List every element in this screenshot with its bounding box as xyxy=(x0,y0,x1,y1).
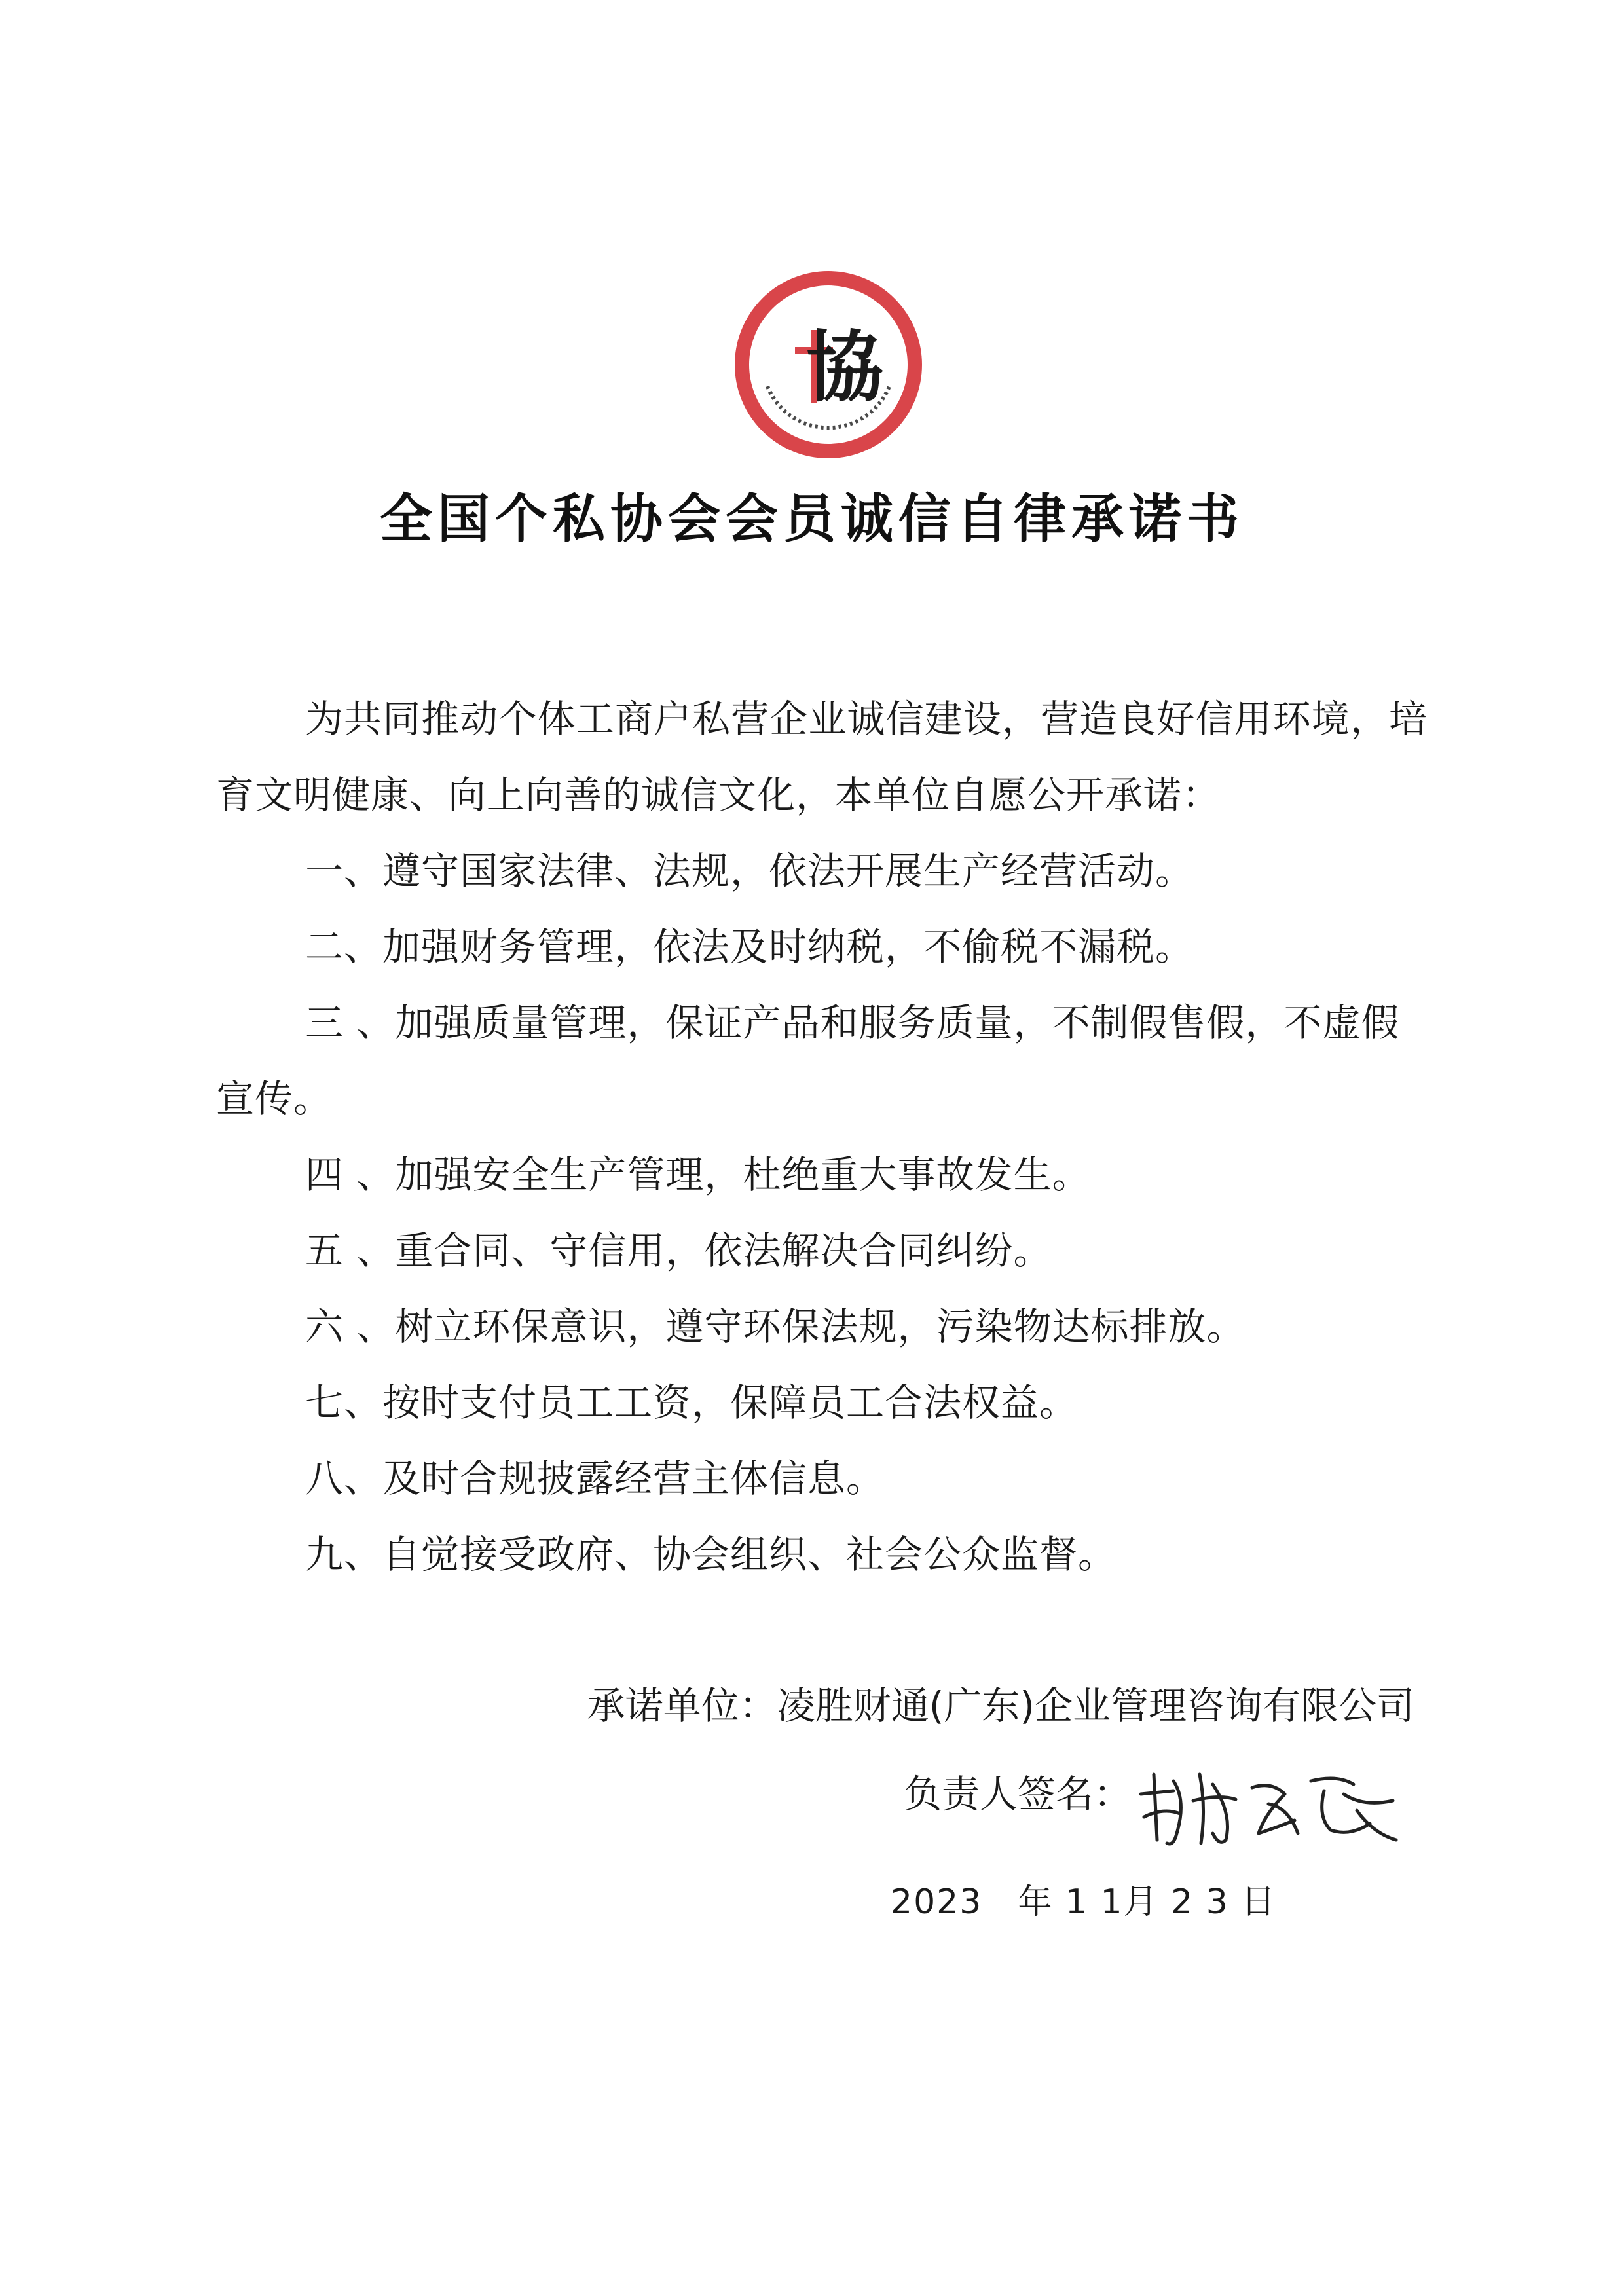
pledge-item-1: 一、遵守国家法律、法规，依法开展生产经营活动。 xyxy=(305,849,1194,893)
document-title: 全国个私协会会员诚信自律承诺书 xyxy=(380,488,1244,549)
pledge-item-3: 三 、加强质量管理，保证产品和服务质量，不制假售假，不虚假宣传。 xyxy=(216,1001,1400,1121)
pledging-unit-name: 凌胜财通(广东)企业管理咨询有限公司 xyxy=(777,1683,1414,1728)
pledge-item-2: 二、加强财务管理，依法及时纳税，不偷税不漏税。 xyxy=(305,925,1194,969)
sign-date: 2023 年 1 1月 2 3 日 xyxy=(891,1882,1277,1922)
pledge-item-8: 八、及时合规披露经营主体信息。 xyxy=(305,1456,885,1501)
signature-label: 负责人签名： xyxy=(904,1772,1132,1816)
handwritten-signature xyxy=(1128,1755,1403,1853)
pledge-item-5: 五 、重合同、守信用，依法解决合同纠纷。 xyxy=(305,1228,1052,1273)
logo-emblem-char: 協 xyxy=(805,321,884,413)
pledge-item-7: 七、按时支付员工工资，保障员工合法权益。 xyxy=(305,1380,1079,1425)
pledging-unit xyxy=(439,1673,1414,1738)
intro-paragraph: 为共同推动个体工商户私营企业诚信建设，营造良好信用环境，培育文明健康、向上向善的诚信文化，本单位自愿公开承诺： xyxy=(216,697,1428,817)
pledge-item-6: 六 、树立环保意识，遵守环保法规，污染物达标排放。 xyxy=(305,1304,1246,1349)
pledge-item-9: 九、自觉接受政府、协会组织、社会公众监督。 xyxy=(305,1532,1117,1577)
association-logo xyxy=(733,270,923,460)
pledge-item-4: 四 、加强安全生产管理，杜绝重大事故发生。 xyxy=(305,1152,1091,1197)
association-emblem-icon xyxy=(733,270,923,460)
document-body xyxy=(216,681,1428,1592)
signature-block xyxy=(904,1761,1414,1853)
pledging-unit-label: 承诺单位： xyxy=(587,1683,777,1728)
